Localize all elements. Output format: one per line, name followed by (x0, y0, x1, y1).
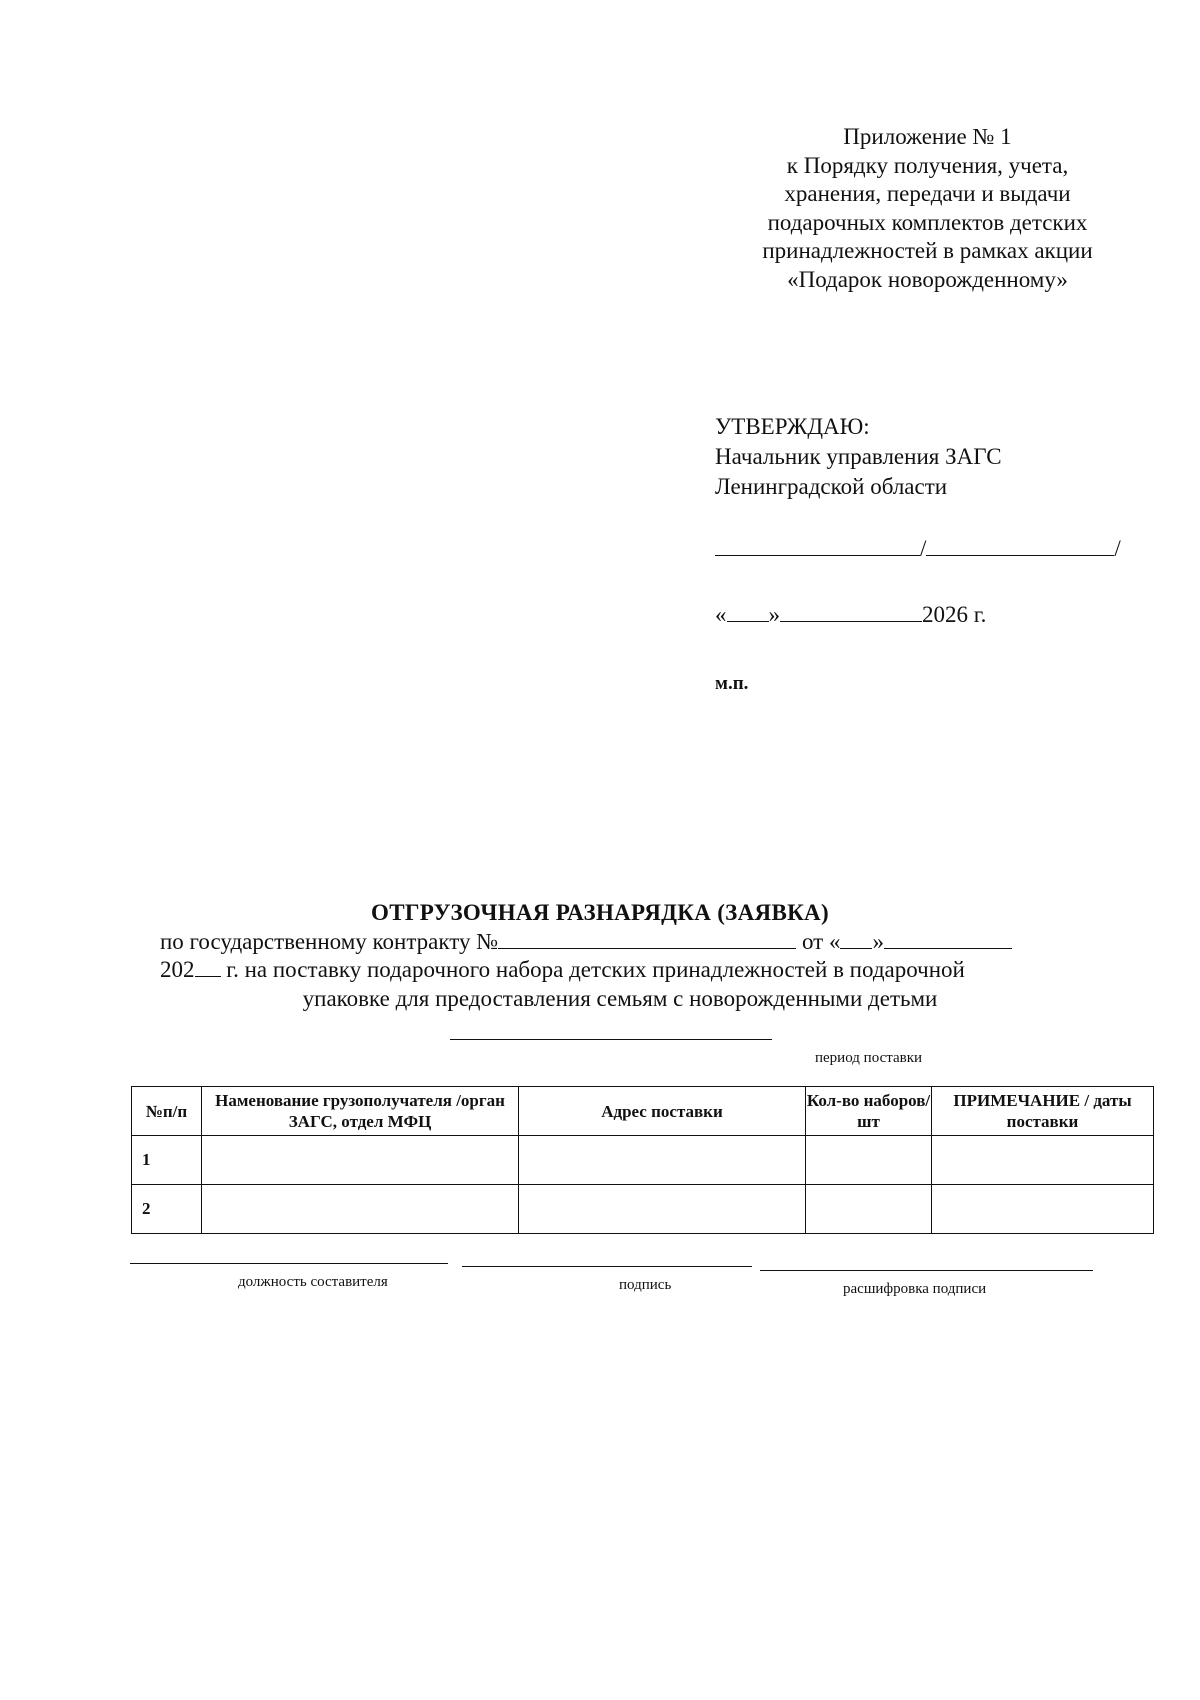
address-cell[interactable] (519, 1136, 806, 1185)
signature-label: подпись (619, 1277, 672, 1293)
contract-prefix: по государственному контракту № (160, 929, 499, 954)
approval-heading: УТВЕРЖДАЮ: (715, 414, 870, 439)
header-note: ПРИМЕЧАНИЕ / даты поставки (932, 1087, 1154, 1136)
note-cell[interactable] (932, 1136, 1154, 1185)
annex-line: принадлежностей в рамках акции (762, 238, 1093, 263)
period-label: период поставки (815, 1050, 923, 1066)
document-title: ОТГРУЗОЧНАЯ РАЗНАРЯДКА (ЗАЯВКА) (371, 900, 829, 925)
row-number: 1 (132, 1136, 202, 1185)
day-blank[interactable] (727, 603, 769, 622)
table-row (132, 1185, 1154, 1234)
annex-line: подарочных комплектов детских (767, 209, 1088, 235)
quantity-cell[interactable] (806, 1185, 932, 1234)
annex-line: Приложение № 1 (843, 124, 1012, 149)
contract-line-2 (160, 957, 965, 983)
note-cell[interactable] (932, 1185, 1154, 1234)
shipment-table (131, 1086, 1154, 1234)
stamp-place: м.п. (715, 673, 749, 694)
approval-date-line (715, 602, 986, 628)
approval-block (715, 412, 1002, 502)
contract-year-blank[interactable] (195, 958, 221, 977)
address-cell[interactable] (519, 1185, 806, 1234)
header-number: №п/п (132, 1087, 202, 1136)
row-number: 2 (132, 1185, 202, 1234)
signature-blank[interactable] (462, 1266, 752, 1267)
line2-text: г. на поставку подарочного набора детских принадлежностей в подарочной (226, 957, 965, 982)
contract-line (160, 929, 1012, 955)
position-blank[interactable] (130, 1263, 448, 1264)
decode-label: расшифровка подписи (843, 1281, 987, 1297)
header-address: Адрес поставки (519, 1087, 806, 1136)
signature-decode-blank[interactable] (926, 537, 1114, 556)
contract-month-blank[interactable] (884, 930, 1012, 949)
approval-year: 2026 г. (922, 602, 987, 627)
period-blank[interactable] (450, 1039, 772, 1040)
from-prefix: от « (801, 929, 841, 954)
approval-position-line2: Ленинградской области (715, 474, 948, 499)
annex-line: к Порядку получения, учета, (786, 152, 1069, 178)
month-blank[interactable] (780, 603, 922, 622)
quantity-cell[interactable] (806, 1136, 932, 1185)
signature-decode-blank[interactable] (760, 1270, 1093, 1271)
header-recipient: Наменование грузополучателя /орган ЗАГС, отдел МФЦ (202, 1087, 519, 1136)
contract-line-3: упаковке для предоставления семьям с новорожденными детьми (302, 986, 938, 1011)
approval-position-line1: Начальник управления ЗАГС (715, 444, 1002, 469)
slash: / (920, 536, 927, 561)
table-header-row (132, 1087, 1154, 1136)
contract-day-blank[interactable] (840, 930, 872, 949)
annex-block (715, 123, 1140, 294)
annex-line: хранения, передачи и выдачи (784, 181, 1071, 206)
recipient-cell[interactable] (202, 1136, 519, 1185)
recipient-cell[interactable] (202, 1185, 519, 1234)
date-open-quote: « (715, 602, 727, 627)
date-close-quote: » (768, 602, 780, 627)
annex-line: «Подарок новорожденному» (787, 266, 1068, 292)
signature-blank[interactable] (715, 537, 920, 556)
contract-number-blank[interactable] (498, 930, 796, 949)
header-quantity: Кол-во наборов/шт (806, 1087, 932, 1136)
from-close: » (872, 929, 884, 954)
position-label: должность составителя (238, 1274, 388, 1290)
approval-signature-line[interactable] (715, 536, 1121, 562)
year-prefix: 202 (160, 957, 195, 982)
table-row (132, 1136, 1154, 1185)
slash: / (1114, 536, 1121, 561)
